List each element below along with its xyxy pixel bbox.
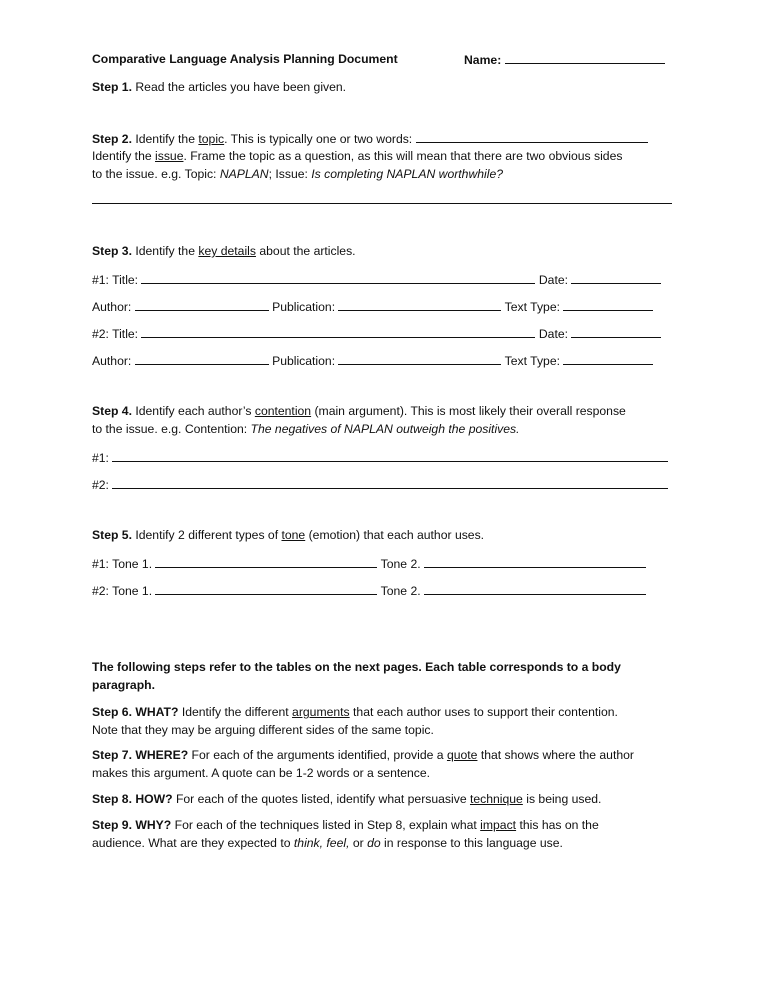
issue-example: Is completing NAPLAN worthwhile? (311, 167, 503, 181)
article-2-publication-label: Publication: (272, 354, 336, 368)
step-9-line-1 (92, 817, 676, 833)
step-9-think-feel: think, feel, (293, 836, 350, 850)
step-5-label: Step 5. (92, 528, 132, 542)
step-6-key-word: arguments (292, 705, 350, 719)
step-5-heading (92, 527, 676, 543)
step-7-label: Step 7. WHERE? (92, 748, 189, 762)
contention-2-blank[interactable] (112, 476, 668, 489)
step-3-pre: Identify the (135, 244, 199, 258)
step-5-post: (emotion) that each author uses. (305, 528, 485, 542)
contention-1-row (92, 449, 676, 466)
step-9-key-word: impact (480, 818, 517, 832)
article-1-text-type-blank[interactable] (563, 298, 653, 311)
step-4-label: Step 4. (92, 404, 132, 418)
step-6-line-1 (92, 704, 676, 720)
tone-row-2-tone-1-blank[interactable] (155, 582, 377, 595)
step-2-line-3 (92, 166, 676, 182)
step-9-pre: For each of the techniques listed in Step 8, explain what (171, 818, 481, 832)
article-1-author-row (92, 298, 676, 315)
step-2-label: Step 2. (92, 132, 132, 146)
article-1-author-label: Author: (92, 300, 132, 314)
tone-row-1-tone-2-label: Tone 2. (380, 557, 421, 571)
tables-intro-line-1: The following steps refer to the tables on the next pages. Each table corresponds to a body (92, 660, 621, 674)
contention-2-label: #2: (92, 478, 109, 492)
step-2-post: . This is typically one or two words: (224, 132, 413, 146)
step-9-line-2-pre: audience. What are they expected to (92, 836, 294, 850)
step-4-line-2-pre: to the issue. e.g. Contention: (92, 422, 251, 436)
contention-1-label: #1: (92, 451, 109, 465)
article-1-title-label: #1: Title: (92, 273, 139, 287)
step-2-issue-post: . Frame the topic as a question, as this will mean that there are two obvious sides (183, 149, 623, 163)
step-9-label: Step 9. WHY? (92, 818, 172, 832)
step-7-post: that shows where the author (477, 748, 634, 762)
step-8-line-1 (92, 791, 676, 807)
step-6-pre: Identify the different (178, 705, 293, 719)
tone-row-1-tone-2-blank[interactable] (424, 555, 646, 568)
step-4-line-2 (92, 421, 676, 437)
step-9-or: or (349, 836, 368, 850)
tone-row-1-tone-1-blank[interactable] (155, 555, 377, 568)
tone-row-2 (92, 582, 676, 599)
step-4-line-1 (92, 403, 676, 419)
article-1-date-blank[interactable] (571, 271, 661, 284)
step-2-line-2 (92, 148, 676, 164)
step-2-pre: Identify the (135, 132, 199, 146)
article-1-text-type-label: Text Type: (504, 300, 560, 314)
article-2-author-label: Author: (92, 354, 132, 368)
name-blank[interactable] (505, 51, 665, 64)
step-2-topic-word: topic (198, 132, 225, 146)
article-1-publication-blank[interactable] (338, 298, 501, 311)
step-8-post: is being used. (522, 792, 602, 806)
article-2-date-label: Date: (538, 327, 568, 341)
article-1-publication-label: Publication: (272, 300, 336, 314)
step-2-issue-word: issue (155, 149, 184, 163)
article-1-author-blank[interactable] (135, 298, 269, 311)
step-9-do: do (367, 836, 381, 850)
document-title-text: Comparative Language Analysis Planning Document (92, 52, 398, 66)
tone-row-2-tone-2-label: Tone 2. (380, 584, 421, 598)
article-2-text-type-blank[interactable] (563, 352, 653, 365)
step-1-label: Step 1. (92, 80, 132, 94)
step-4-pre: Identify each author’s (135, 404, 255, 418)
step-7-line-2: makes this argument. A quote can be 1-2 words or a sentence. (92, 766, 431, 780)
article-1-title-blank[interactable] (141, 271, 535, 284)
tone-row-1-tone-1-label: #1: Tone 1. (92, 557, 153, 571)
contention-example: The negatives of NAPLAN outweigh the positives. (250, 422, 520, 436)
tone-row-2-tone-2-blank[interactable] (424, 582, 646, 595)
topic-example: NAPLAN (219, 167, 269, 181)
step-3-label: Step 3. (92, 244, 132, 258)
article-2-title-label: #2: Title: (92, 327, 139, 341)
step-7-key-word: quote (446, 748, 478, 762)
name-label: Name: (464, 53, 502, 67)
tables-intro-line-2: paragraph. (92, 678, 155, 692)
step-5-key-word: tone (281, 528, 306, 542)
article-2-author-row (92, 352, 676, 369)
topic-blank[interactable] (416, 130, 648, 143)
step-2-line-3-pre: to the issue. e.g. Topic: (92, 167, 220, 181)
step-9-line-2-post: in response to this language use. (380, 836, 563, 850)
article-2-date-blank[interactable] (571, 325, 661, 338)
article-2-title-blank[interactable] (141, 325, 535, 338)
name-field (464, 51, 674, 68)
step-3-key-word: key details (198, 244, 256, 258)
article-1-date-label: Date: (538, 273, 568, 287)
step-5-pre: Identify 2 different types of (135, 528, 282, 542)
step-7-pre: For each of the arguments identified, provide a (188, 748, 447, 762)
step-1-text: Read the articles you have been given. (135, 80, 347, 94)
step-9-post: this has on the (516, 818, 599, 832)
article-2-text-type-label: Text Type: (504, 354, 560, 368)
tone-row-2-tone-1-label: #2: Tone 1. (92, 584, 153, 598)
article-2-publication-blank[interactable] (338, 352, 501, 365)
step-7-line-1 (92, 747, 676, 763)
issue-blank[interactable] (92, 203, 672, 204)
step-4-key-word: contention (254, 404, 312, 418)
step-1 (92, 79, 676, 95)
step-3-heading (92, 243, 676, 259)
step-9-line-2 (92, 835, 676, 851)
step-6-post: that each author uses to support their contention. (349, 705, 618, 719)
issue-label: ; Issue: (268, 167, 312, 181)
step-8-pre: For each of the quotes listed, identify what persuasive (172, 792, 470, 806)
contention-1-blank[interactable] (112, 449, 668, 462)
step-6-label: Step 6. WHAT? (92, 705, 179, 719)
step-6-line-2: Note that they may be arguing different sides of the same topic. (92, 723, 434, 737)
tone-row-1 (92, 555, 676, 572)
contention-2-row (92, 476, 676, 493)
article-2-title-row (92, 325, 676, 342)
article-1-title-row (92, 271, 676, 288)
step-8-key-word: technique (469, 792, 523, 806)
step-4-post: (main argument). This is most likely their overall response (311, 404, 626, 418)
step-2-issue-pre: Identify the (92, 149, 156, 163)
step-3-post: about the articles. (255, 244, 356, 258)
step-2-line-1 (92, 130, 676, 147)
step-8-label: Step 8. HOW? (92, 792, 173, 806)
article-2-author-blank[interactable] (135, 352, 269, 365)
